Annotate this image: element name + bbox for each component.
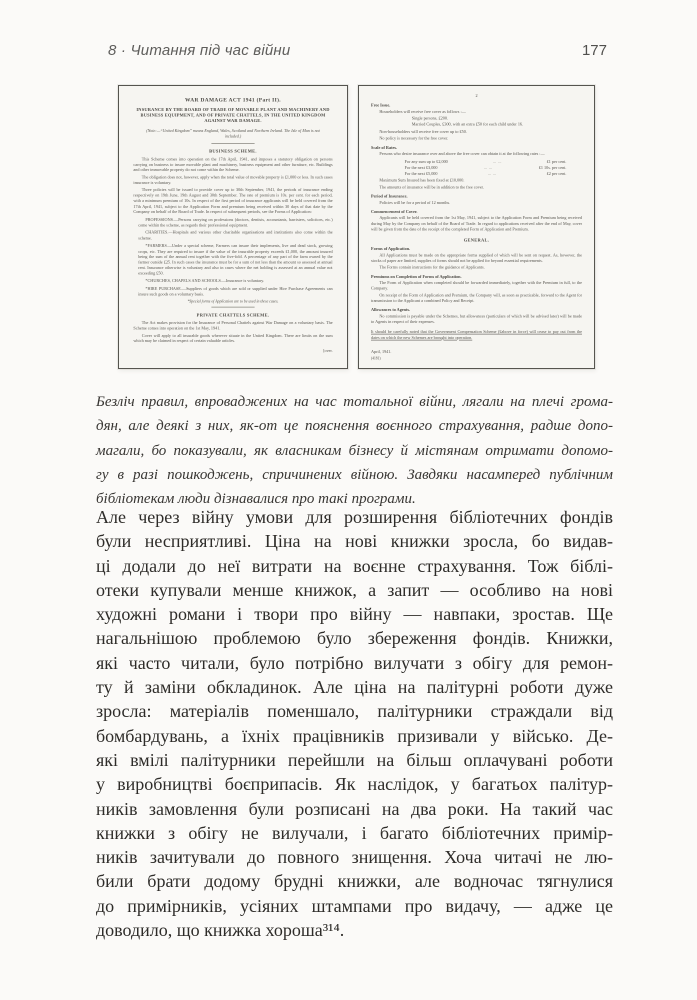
scan-para: The amounts of insurance will be in addition to the free cover. [379, 185, 484, 190]
text-line: у виробництві боєприпасів. Як наслідок, у багатьох палітур- [96, 774, 613, 795]
scan-para: No policy is necessary for the free cover. [379, 136, 449, 141]
text-line: Безліч правил, впроваджених на час тотальної війни, лягали на плечі грома- [96, 394, 613, 410]
scan-heading: GENERAL. [463, 237, 490, 243]
scan-para: Cover will apply to all insurable goods wherever situate in the United Kingdom. There are limits on the sum which may be claimed in respect of certain valuable articles. [133, 333, 333, 344]
scan-para: The Forms contain instructions for the guidance of Applicants. [379, 265, 485, 270]
scan-row: For the next £3,000 ... ... £1 10s. per cent. [404, 165, 567, 170]
text-line: були несприятливі. Ціна на нові книжки зросла, бо видав- [96, 531, 613, 552]
scan-list: Married Couples, £300, with an extra £50 for each child under 16. [411, 121, 524, 127]
text-line: які часто читали, було потрібно вилучати з обігу для ремон- [96, 652, 613, 673]
scan-para: Maximum Sum Insured has been fixed at £10,000. [379, 177, 465, 183]
scan-para: The Act makes provision for the Insurance of Personal Chattels against War Damage on a voluntary basis. The Scheme comes into operation on the 1st May, 1941. [133, 320, 333, 332]
scan-para: Three policies will be issued to provide cover up to 30th September, 1941, the periods of insurance ending respectively on 19th June, 19th August and 30th September. The rate of premium is 10s. per cent. for each period, with a minimum premium of 10s. In respect of the first period of insurance applicants will be held covered from the 17th April, 1941, subject to the Application Form and premium being received within 30 days of that date by the Company on behalf of the Board of Trade. In respect of subsequent periods, see the Forms of Application: [133, 187, 333, 215]
chapter-title: 8 · Читання під час війни [108, 42, 291, 59]
scan-sidehead: Forms of Application. [371, 246, 411, 252]
scan-sidehead: Scale of Rates. [371, 145, 398, 150]
text-line: били брати додому брудні книжки, але водночас тягнулися [96, 871, 613, 892]
scan-para: Policies will be for a period of 12 months. [379, 200, 451, 206]
text-line: доводило, що книжка хороша³¹⁴. [96, 920, 345, 941]
scan-pagenum: 2 [475, 93, 478, 98]
figure-caption [96, 390, 613, 511]
text-line: бібліотекам люди дізнавалися про такі програми. [96, 491, 416, 508]
scan-title: WAR DAMAGE ACT 1941 (Part II). [185, 96, 281, 103]
scan-hang: *CHURCHES, CHAPELS AND SCHOOLS.—Insurance is voluntary. [145, 278, 265, 284]
scan-note: (Note:—“United Kingdom” means England, Wales, Scotland and Northern Ireland. The Isle of Man is not included.) [146, 129, 320, 139]
scan-list: Single persons, £200. [411, 116, 448, 121]
scan-hang: *FARMERS.—Under a special scheme, Farmers can insure their implements, live and dead stock, growing crops, etc. They are required to insure if the value of the insurable property exceeds £1,000, the amount insured being the sum of the annual rent together with the five-fold. A percentage of any part of the farm owned by the farmer outside £25. In such cases the insurance must be for a sum of not less than the amount so assessed at annual rent. Insurance otherwise is voluntary and also in cases where the net holding is assessed at an annual value not exceeding £50. [138, 243, 333, 276]
scan-tiny: (4181) [371, 356, 381, 361]
text-line: отеки купували менше книжок, а запит — особливо на нові [96, 579, 613, 600]
scan-cnote: *Special forms of Application are to be used in these cases. [187, 299, 279, 304]
scan-para: Householders will receive free cover as follows :— [379, 109, 466, 114]
scanned-leaflet-page-2 [358, 85, 595, 369]
scan-heading: BUSINESS SCHEME. [209, 148, 257, 154]
scan-left: April, 1941. [371, 349, 392, 354]
scan-heading: PRIVATE CHATTELS SCHEME. [196, 312, 270, 318]
scan-rule [211, 307, 254, 308]
body-paragraph [96, 505, 613, 942]
scan-para: On receipt of the Form of Application and Premium, the Company will, as soon as practicable, forward to the Agent for transmission to the Applicant a combined Policy and Receipt. [371, 293, 583, 304]
text-line: книжки з обігу не вилучали, і багато бібліотечних примір- [96, 822, 613, 843]
text-line: які вмілі палітурники перейшли на більш оплачувані роботи [96, 749, 613, 770]
scan-para: Applicants will be held covered from the 1st May, 1941, subject to the Application Form and Premium being received during May by the Company on behalf of the Board of Trade. In regard to applications received after the end of May, cover will be given from the date of the receipt of the completed Form of Application and Premium. [371, 215, 583, 232]
scan-para: The Form of Application when completed should be forwarded immediately, together with the Premium in full, to the Company. [371, 280, 583, 291]
text-line: бомбардувань, а їхніх працівників призивали у військо. Де- [96, 725, 613, 746]
scan-row: For any sum up to £2,000 ... ... £1 per cent. [404, 159, 567, 164]
text-line: до примірників, усіяних штампами про видачу, — адже це [96, 895, 613, 916]
scan-sidehead: Premiums on Completion of Forms of Application. [371, 274, 462, 279]
text-line: ту й заміни обкладинок. Але ціна на палітурні роботи дуже [96, 677, 613, 698]
scan-rule [211, 143, 254, 144]
scan-para: This Scheme comes into operation on the 17th April, 1941, and imposes a statutory obligation on persons carrying on business to insure movable plant and machinery, business equipment and other furniture, etc. Buildings and other immovable property do not come within the Scheme. [133, 156, 333, 173]
text-line: ників замовлення були розписані на два роки. На такий час [96, 798, 613, 819]
scan-para: No commission is payable under the Schemes, but allowances (particulars of which will be advised later) will be made to Agents in respect of their expenses. [371, 313, 583, 325]
scanned-leaflet-page-1 [118, 85, 348, 369]
text-line: магали, бо показували, як власникам бізнесу й містянам отримати допомо- [96, 442, 613, 459]
scan-hang: PROFESSIONS.—Persons carrying on professions (doctors, dentists, accountants, barristers, solicitors, etc.) come within the scheme, as regards their professional equipment. [138, 217, 333, 228]
text-line: дян, але деякі з них, як-от це пояснення воєнного страхування, радше допо- [96, 418, 613, 435]
scanned-leaflet-page-1-content [119, 86, 347, 360]
scan-sidehead: Free Issue. [371, 102, 391, 108]
scan-sidehead: Commencement of Cover. [371, 209, 418, 215]
running-header [108, 42, 607, 59]
text-line: зросла: матеріалів поменшало, палітурники страждали від [96, 701, 613, 722]
scan-underline: It should be carefully noted that the Government Compensation Scheme (£above in force) will cease to pay out from the dates on which the new Schemes are brought into operation. [371, 329, 583, 341]
text-line: ці додали до неї витрати на воєнне страхування. Тож біблі- [96, 555, 613, 576]
scan-para: Non-householders will receive free cover up to £50. [379, 129, 467, 134]
scan-hang: CHARITIES.—Hospitals and various other charitable organisations and institutions also come within the scheme. [138, 230, 333, 241]
text-line: нагальнішою проблемою було збереження фондів. Книжки, [96, 628, 613, 649]
scanned-leaflet-page-2-content [359, 86, 594, 367]
scan-sidehead: Allowances to Agents. [371, 307, 411, 313]
text-line: Але через війну умови для розширення бібліотечних фондів [96, 507, 613, 527]
page-number: 177 [581, 42, 607, 59]
scan-para: All Applications must be made on the appropriate forms supplied of which will be sent on request. As, however, the stocks of paper are limited, supplies of forms should not be applied for beyond essential requirements. [371, 252, 583, 263]
text-line: ників зачитували до повного знищення. Хоча читачі не лю- [96, 847, 613, 868]
text-line: гу в разі пошкоджень, спричинених війною. Завдяки насамперед публічним [96, 466, 613, 483]
scan-hang: *HIRE PURCHASE.—Suppliers of goods which are sold or supplied under Hire Purchase Agreements can insure such goods on a voluntary basis. [138, 286, 333, 297]
scan-row: For the next £5,000 ... ... £2 per cent. [404, 171, 567, 176]
scan-para: The obligation does not, however, apply when the total value of movable property is £1,000 or less. In such cases insurance is voluntary. [133, 174, 333, 186]
text-line: художні романи і твори про війну — навпаки, зростав. Ще [96, 604, 613, 625]
scan-para: Persons who desire insurance over and above the free cover can obtain it at the following rates :— [379, 151, 545, 157]
scan-sidehead: Period of Insurance. [371, 194, 408, 199]
scan-right: [over. [323, 349, 333, 354]
scan-subtitle: INSURANCE BY THE BOARD OF TRADE OF MOVABLE PLANT AND MACHINERY AND BUSINESS EQUIPMENT, AND OF PRIVATE CHATTELS, IN THE UNITED KINGDOM AGAINST WAR DAMAGE. [136, 107, 330, 124]
